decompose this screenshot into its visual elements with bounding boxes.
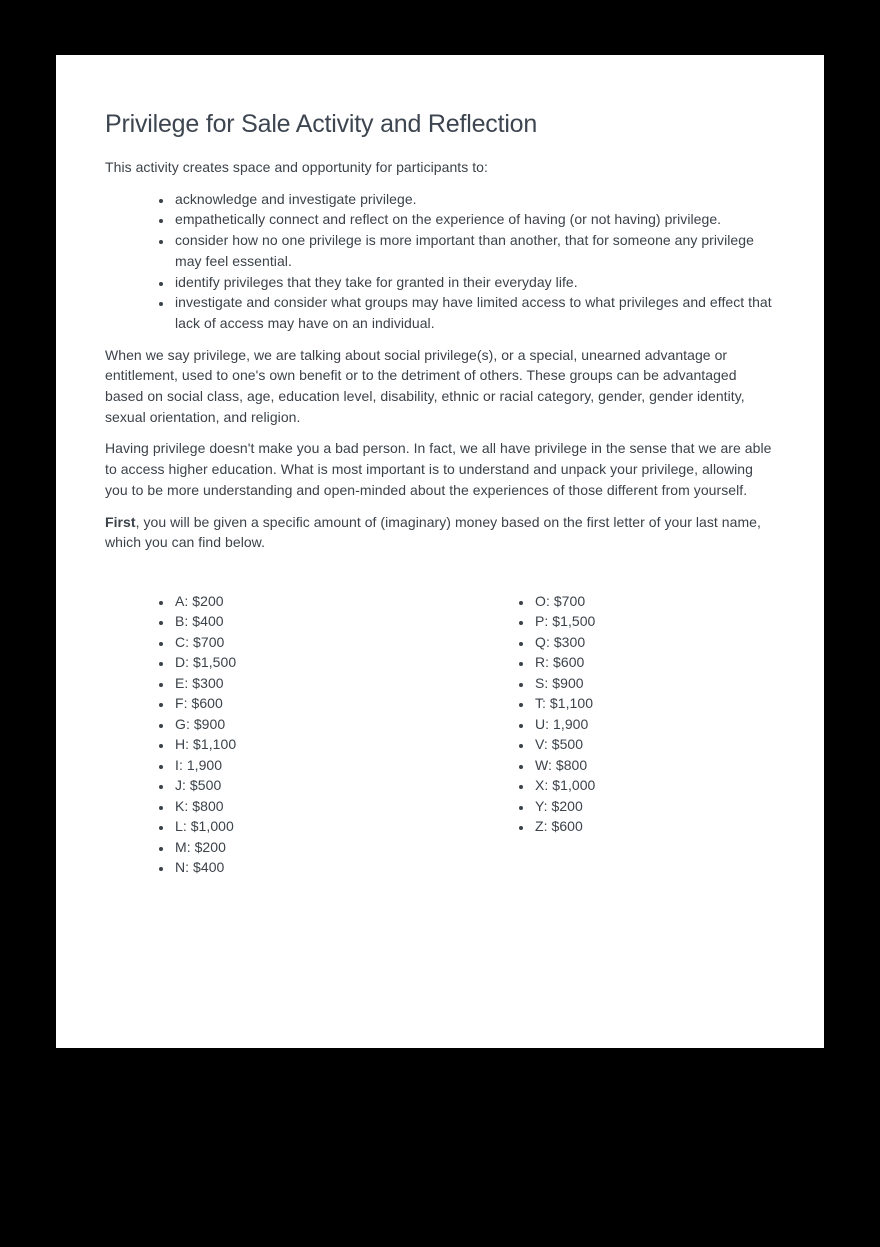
money-list-left: [105, 591, 465, 878]
instruction-rest: , you will be given a specific amount of (imaginary) money based on the first letter of your last name, which you can find below.: [105, 513, 761, 551]
money-item: • B: $400: [173, 611, 465, 632]
money-item: • E: $300: [173, 673, 465, 694]
document-page: [56, 55, 824, 1048]
money-list-right: [465, 591, 773, 878]
goal-item: • empathetically connect and reflect on the experience of having (or not having) privilege.: [173, 209, 773, 230]
money-item: • K: $800: [173, 796, 465, 817]
money-item: • T: $1,100: [533, 693, 773, 714]
goal-item: • consider how no one privilege is more important than another, that for someone any privilege may feel essential.: [173, 230, 773, 271]
money-item: • Y: $200: [533, 796, 773, 817]
money-item: • W: $800: [533, 755, 773, 776]
money-item: • N: $400: [173, 857, 465, 878]
money-item: • V: $500: [533, 734, 773, 755]
money-item: • X: $1,000: [533, 775, 773, 796]
money-item: • D: $1,500: [173, 652, 465, 673]
instruction-paragraph: [105, 512, 773, 553]
money-item: • P: $1,500: [533, 611, 773, 632]
money-item: • O: $700: [533, 591, 773, 612]
money-item: • M: $200: [173, 837, 465, 858]
goal-item: • identify privileges that they take for granted in their everyday life.: [173, 272, 773, 293]
money-item: • U: 1,900: [533, 714, 773, 735]
money-amounts-section: [105, 591, 773, 878]
money-item: • H: $1,100: [173, 734, 465, 755]
goal-item: • investigate and consider what groups may have limited access to what privileges and effect that lack of access may have on an individual.: [173, 292, 773, 333]
money-item: • J: $500: [173, 775, 465, 796]
money-item: • L: $1,000: [173, 816, 465, 837]
money-item: • C: $700: [173, 632, 465, 653]
definition-paragraph: When we say privilege, we are talking about social privilege(s), or a special, unearned advantage or entitlement, used to one's own benefit or to the detriment of others. These groups can be advantaged based on social class, age, education level, disability, ethnic or racial category, gender, gender identity, sexual orientation, and religion.: [105, 346, 745, 425]
money-item: • Z: $600: [533, 816, 773, 837]
page-title: Privilege for Sale Activity and Reflection: [105, 110, 538, 138]
money-item: • R: $600: [533, 652, 773, 673]
goals-list: [105, 189, 773, 334]
money-item: • S: $900: [533, 673, 773, 694]
money-item: • Q: $300: [533, 632, 773, 653]
money-item: • A: $200: [173, 591, 465, 612]
intro-paragraph: This activity creates space and opportunity for participants to:: [105, 159, 488, 175]
money-item: • G: $900: [173, 714, 465, 735]
goal-item: • acknowledge and investigate privilege.: [173, 189, 773, 210]
instruction-bold-lead: First: [105, 513, 136, 530]
money-item: • F: $600: [173, 693, 465, 714]
reassurance-paragraph: Having privilege doesn't make you a bad person. In fact, we all have privilege in the sense that we are able to access higher education. What is most important is to understand and unpack your privilege, allowing you to be more understanding and open-minded about the experiences of those different from yourself.: [105, 440, 772, 498]
money-item: • I: 1,900: [173, 755, 465, 776]
